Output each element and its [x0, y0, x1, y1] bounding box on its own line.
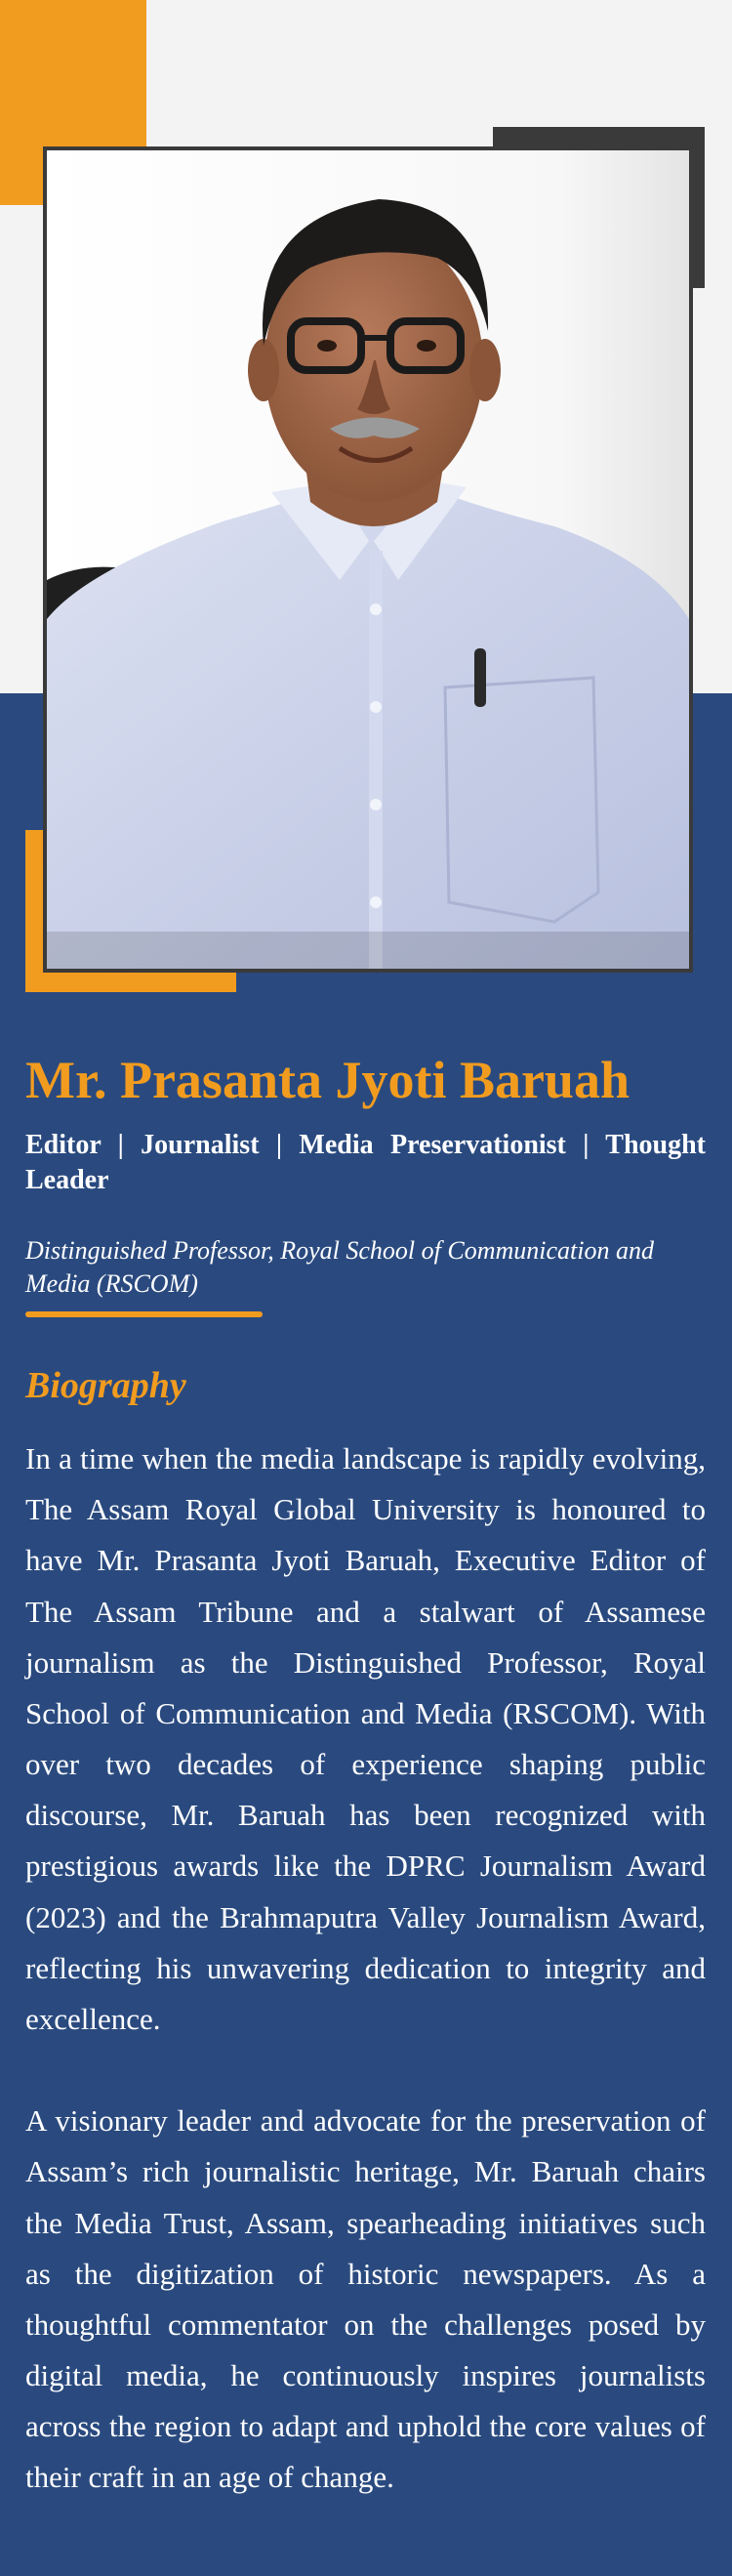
- biography-paragraph-1: In a time when the media landscape is rapidly evolving, The Assam Royal Global University is honoured to have Mr. Prasanta Jyoti Baruah, Executive Editor of The Assam Tribune and a stalwart of Assamese journalism as the Distinguished Professor, Royal School of Communication and Media (RSCOM). With over two decades of experience shaping public discourse, Mr. Baruah has been recognized with prestigious awards like the DPRC Journalism Award (2023) and the Brahmaputra Valley Journalism Award, reflecting his unwavering dedication to integrity and excellence.: [25, 1441, 706, 2036]
- profile-content: [25, 1050, 706, 2504]
- profile-name: Mr. Prasanta Jyoti Baruah: [25, 1051, 630, 1109]
- profile-roles: Editor | Journalist | Media Preservationist | Thought Leader: [25, 1130, 706, 1196]
- biography-heading: Biography: [25, 1364, 186, 1406]
- section-divider: [25, 1311, 263, 1317]
- portrait-photo: [43, 146, 693, 973]
- portrait-illustration: [47, 150, 689, 969]
- biography-paragraph-2: A visionary leader and advocate for the preservation of Assam’s rich journalistic heritage, Mr. Baruah chairs the Media Trust, Assam, spearheading initiatives such as the digitization of historic newspapers. As a thoughtful commentator on the challenges posed by digital media, he continuously inspires journalists across the region to adapt and uphold the core values of their craft in an age of change.: [25, 2103, 706, 2495]
- profile-position: Distinguished Professor, Royal School of Communication and Media (RSCOM): [25, 1235, 654, 1299]
